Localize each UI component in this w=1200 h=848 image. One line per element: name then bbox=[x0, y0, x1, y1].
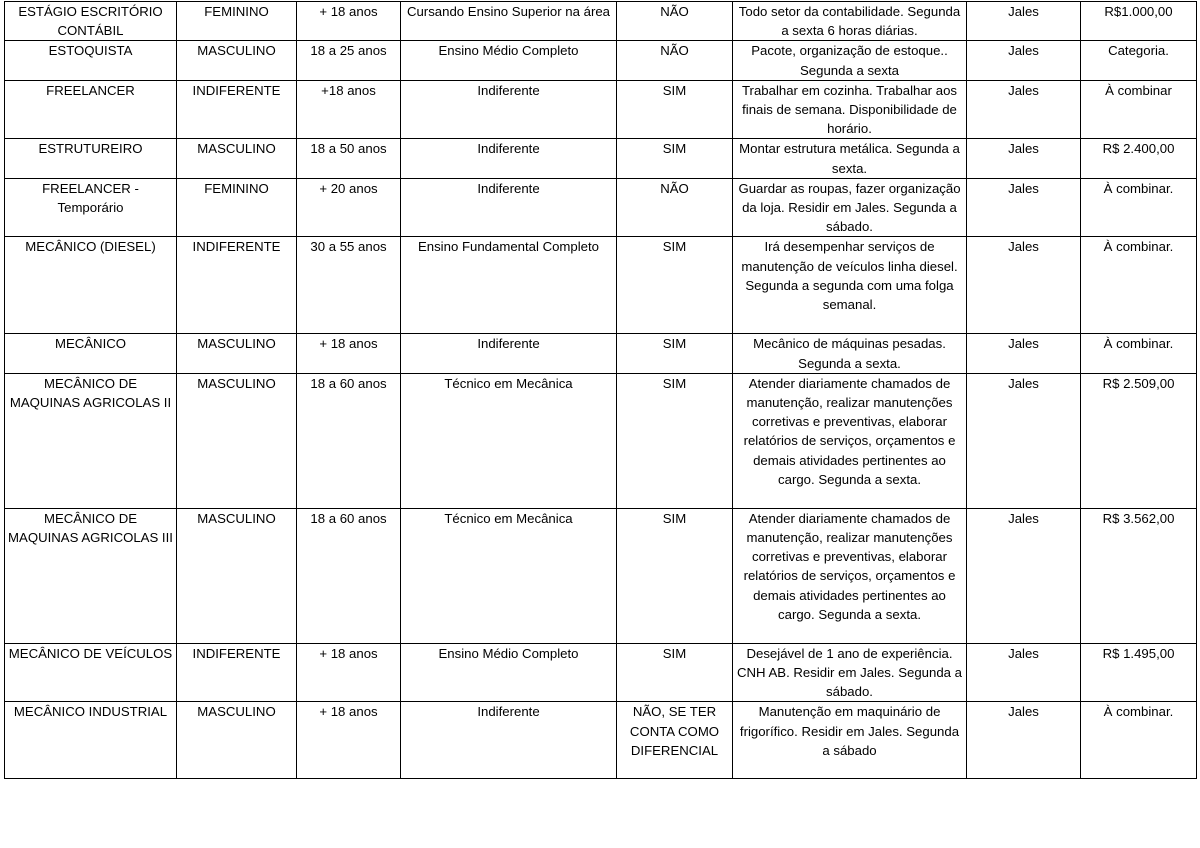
cnh-cell: SIM bbox=[617, 508, 733, 643]
cargo-cell: MECÂNICO (DIESEL) bbox=[5, 237, 177, 334]
descricao-cell: Mecânico de máquinas pesadas. Segunda a sexta. bbox=[733, 334, 967, 373]
table-row bbox=[5, 80, 1197, 139]
descricao-cell: Todo setor da contabilidade. Segunda a sexta 6 horas diárias. bbox=[733, 2, 967, 41]
table-row bbox=[5, 373, 1197, 508]
idade-cell: + 18 anos bbox=[297, 2, 401, 41]
cargo-cell: ESTRUTUREIRO bbox=[5, 139, 177, 178]
cnh-cell: SIM bbox=[617, 334, 733, 373]
escolaridade-cell: Indiferente bbox=[401, 702, 617, 779]
salario-cell: R$ 1.495,00 bbox=[1081, 643, 1197, 702]
escolaridade-cell: Ensino Médio Completo bbox=[401, 41, 617, 80]
sexo-cell: MASCULINO bbox=[177, 508, 297, 643]
salario-cell: À combinar. bbox=[1081, 334, 1197, 373]
cnh-cell: SIM bbox=[617, 643, 733, 702]
table-row bbox=[5, 237, 1197, 334]
cargo-cell: MECÂNICO INDUSTRIAL bbox=[5, 702, 177, 779]
cidade-cell: Jales bbox=[967, 373, 1081, 508]
idade-cell: + 18 anos bbox=[297, 334, 401, 373]
cidade-cell: Jales bbox=[967, 41, 1081, 80]
idade-cell: 18 a 25 anos bbox=[297, 41, 401, 80]
cidade-cell: Jales bbox=[967, 139, 1081, 178]
cidade-cell: Jales bbox=[967, 2, 1081, 41]
salario-cell: À combinar bbox=[1081, 80, 1197, 139]
sexo-cell: MASCULINO bbox=[177, 702, 297, 779]
cnh-cell: SIM bbox=[617, 139, 733, 178]
cidade-cell: Jales bbox=[967, 237, 1081, 334]
descricao-cell: Trabalhar em cozinha. Trabalhar aos finais de semana. Disponibilidade de horário. bbox=[733, 80, 967, 139]
cnh-cell: SIM bbox=[617, 237, 733, 334]
table-row bbox=[5, 508, 1197, 643]
sexo-cell: FEMININO bbox=[177, 178, 297, 237]
idade-cell: 18 a 60 anos bbox=[297, 508, 401, 643]
table-row bbox=[5, 41, 1197, 80]
salario-cell: R$ 2.400,00 bbox=[1081, 139, 1197, 178]
cnh-cell: SIM bbox=[617, 373, 733, 508]
table-row bbox=[5, 2, 1197, 41]
salario-cell: Categoria. bbox=[1081, 41, 1197, 80]
cidade-cell: Jales bbox=[967, 178, 1081, 237]
cidade-cell: Jales bbox=[967, 508, 1081, 643]
cargo-cell: ESTÁGIO ESCRITÓRIO CONTÁBIL bbox=[5, 2, 177, 41]
salario-cell: R$1.000,00 bbox=[1081, 2, 1197, 41]
sexo-cell: INDIFERENTE bbox=[177, 80, 297, 139]
salario-cell: R$ 3.562,00 bbox=[1081, 508, 1197, 643]
salario-cell: À combinar. bbox=[1081, 178, 1197, 237]
table-row bbox=[5, 178, 1197, 237]
cidade-cell: Jales bbox=[967, 334, 1081, 373]
descricao-cell: Montar estrutura metálica. Segunda a sexta. bbox=[733, 139, 967, 178]
descricao-cell: Pacote, organização de estoque.. Segunda a sexta bbox=[733, 41, 967, 80]
cargo-cell: MECÂNICO DE MAQUINAS AGRICOLAS III bbox=[5, 508, 177, 643]
sexo-cell: INDIFERENTE bbox=[177, 237, 297, 334]
descricao-cell: Atender diariamente chamados de manutenção, realizar manutenções corretivas e preventivas, elaborar relatórios de serviços, orçamentos e demais atividades pertinentes ao cargo. Segunda a sexta. bbox=[733, 508, 967, 643]
table-row bbox=[5, 334, 1197, 373]
salario-cell: R$ 2.509,00 bbox=[1081, 373, 1197, 508]
idade-cell: + 18 anos bbox=[297, 702, 401, 779]
escolaridade-cell: Ensino Fundamental Completo bbox=[401, 237, 617, 334]
sexo-cell: MASCULINO bbox=[177, 139, 297, 178]
escolaridade-cell: Ensino Médio Completo bbox=[401, 643, 617, 702]
escolaridade-cell: Indiferente bbox=[401, 80, 617, 139]
table-row bbox=[5, 702, 1197, 779]
idade-cell: + 18 anos bbox=[297, 643, 401, 702]
idade-cell: 18 a 50 anos bbox=[297, 139, 401, 178]
cidade-cell: Jales bbox=[967, 80, 1081, 139]
escolaridade-cell: Técnico em Mecânica bbox=[401, 373, 617, 508]
sexo-cell: FEMININO bbox=[177, 2, 297, 41]
idade-cell: +18 anos bbox=[297, 80, 401, 139]
escolaridade-cell: Técnico em Mecânica bbox=[401, 508, 617, 643]
descricao-cell: Manutenção em maquinário de frigorífico. Residir em Jales. Segunda a sábado bbox=[733, 702, 967, 779]
escolaridade-cell: Indiferente bbox=[401, 178, 617, 237]
escolaridade-cell: Indiferente bbox=[401, 139, 617, 178]
sexo-cell: MASCULINO bbox=[177, 373, 297, 508]
table-row bbox=[5, 139, 1197, 178]
idade-cell: + 20 anos bbox=[297, 178, 401, 237]
salario-cell: À combinar. bbox=[1081, 237, 1197, 334]
escolaridade-cell: Indiferente bbox=[401, 334, 617, 373]
cargo-cell: MECÂNICO DE VEÍCULOS bbox=[5, 643, 177, 702]
descricao-cell: Desejável de 1 ano de experiência. CNH AB. Residir em Jales. Segunda a sábado. bbox=[733, 643, 967, 702]
cnh-cell: NÃO bbox=[617, 41, 733, 80]
table-row bbox=[5, 643, 1197, 702]
cnh-cell: NÃO bbox=[617, 2, 733, 41]
cargo-cell: FREELANCER bbox=[5, 80, 177, 139]
salario-cell: À combinar. bbox=[1081, 702, 1197, 779]
escolaridade-cell: Cursando Ensino Superior na área bbox=[401, 2, 617, 41]
sexo-cell: MASCULINO bbox=[177, 41, 297, 80]
descricao-cell: Irá desempenhar serviços de manutenção de veículos linha diesel. Segunda a segunda com uma folga semanal. bbox=[733, 237, 967, 334]
cidade-cell: Jales bbox=[967, 702, 1081, 779]
cargo-cell: FREELANCER - Temporário bbox=[5, 178, 177, 237]
cidade-cell: Jales bbox=[967, 643, 1081, 702]
job-listings-table bbox=[4, 1, 1197, 779]
cargo-cell: ESTOQUISTA bbox=[5, 41, 177, 80]
cnh-cell: NÃO, SE TER CONTA COMO DIFERENCIAL bbox=[617, 702, 733, 779]
sexo-cell: INDIFERENTE bbox=[177, 643, 297, 702]
idade-cell: 30 a 55 anos bbox=[297, 237, 401, 334]
sexo-cell: MASCULINO bbox=[177, 334, 297, 373]
cargo-cell: MECÂNICO bbox=[5, 334, 177, 373]
cnh-cell: SIM bbox=[617, 80, 733, 139]
descricao-cell: Atender diariamente chamados de manutenção, realizar manutenções corretivas e preventivas, elaborar relatórios de serviços, orçamentos e demais atividades pertinentes ao cargo. Segunda a sexta. bbox=[733, 373, 967, 508]
cnh-cell: NÃO bbox=[617, 178, 733, 237]
idade-cell: 18 a 60 anos bbox=[297, 373, 401, 508]
descricao-cell: Guardar as roupas, fazer organização da loja. Residir em Jales. Segunda a sábado. bbox=[733, 178, 967, 237]
cargo-cell: MECÂNICO DE MAQUINAS AGRICOLAS II bbox=[5, 373, 177, 508]
